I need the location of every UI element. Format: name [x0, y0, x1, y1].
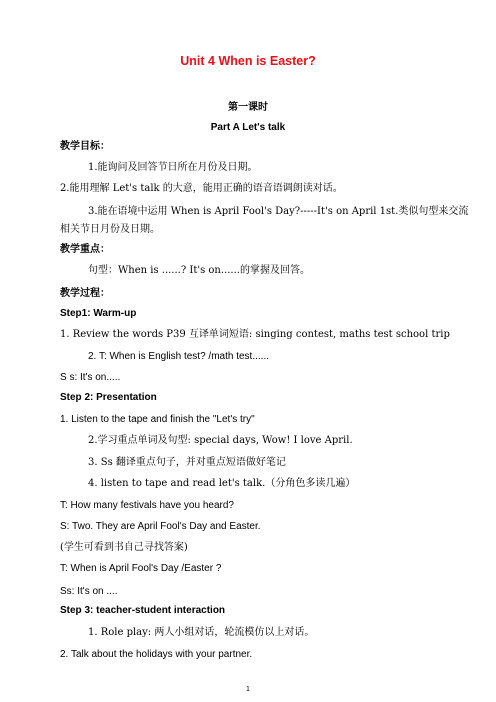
key-line: 句型：When is ......? It's on......的掌握及回答。: [88, 265, 310, 276]
goal-item-3: 3.能在语境中运用 When is April Fool's Day?-----It's on April 1st.类似句型来交流: [88, 206, 469, 217]
part-heading: Part A Let's talk: [210, 122, 286, 133]
step-1-title: Step1: Warm-up: [60, 308, 137, 319]
step-2-line-7: (学生可看到书自己寻找答案): [60, 542, 188, 553]
step-2-line-2: 2.学习重点单词及句型: special days, Wow! I love April.: [88, 435, 353, 446]
step-2-title: Step 2: Presentation: [60, 392, 157, 403]
goal-item-3-continued: 相关节日月份及日期。: [60, 224, 160, 235]
step-2-line-4: 4. listen to tape and read let's talk.（分角色多读几遍）: [88, 478, 356, 489]
step-3-title: Step 3: teacher-student interaction: [60, 605, 226, 616]
goal-item-2: 2.能用理解 Let's talk 的大意，能用正确的语音语调朗读对话。: [60, 183, 343, 194]
step-2-line-1: 1. Listen to the tape and finish the "Let's try": [60, 414, 255, 425]
page-number: 1: [246, 686, 250, 693]
step-3-line-1: 1. Role play: 两人小组对话，轮流模仿以上对话。: [88, 627, 315, 638]
step-2-line-5: T: How many festivals have you heard?: [60, 500, 234, 511]
step-2-line-8: T: When is April Fool's Day /Easter ?: [60, 563, 222, 574]
step-1-line-1: 1. Review the words P39 互译单词短语: singing contest, maths test school trip: [60, 329, 450, 340]
step-2-line-6: S: Two. They are April Fool's Day and Easter.: [60, 521, 261, 532]
goal-item-1: 1.能询问及回答节日所在月份及日期。: [88, 162, 258, 173]
goals-heading: 教学目标：: [60, 141, 110, 152]
step-2-line-3: 3. Ss 翻译重点句子，并对重点短语做好笔记: [88, 457, 286, 468]
lesson-label: 第一课时: [228, 102, 268, 113]
key-heading: 教学重点：: [60, 244, 110, 255]
step-2-line-9: Ss: It's on ....: [60, 586, 118, 597]
step-3-line-2: 2. Talk about the holidays with your partner.: [60, 649, 253, 660]
process-heading: 教学过程：: [60, 288, 110, 299]
document-title: Unit 4 When is Easter?: [180, 54, 316, 68]
step-1-line-2: 2. T: When is English test? /math test......: [88, 351, 270, 362]
step-1-line-3: S s: It's on.....: [60, 372, 121, 383]
